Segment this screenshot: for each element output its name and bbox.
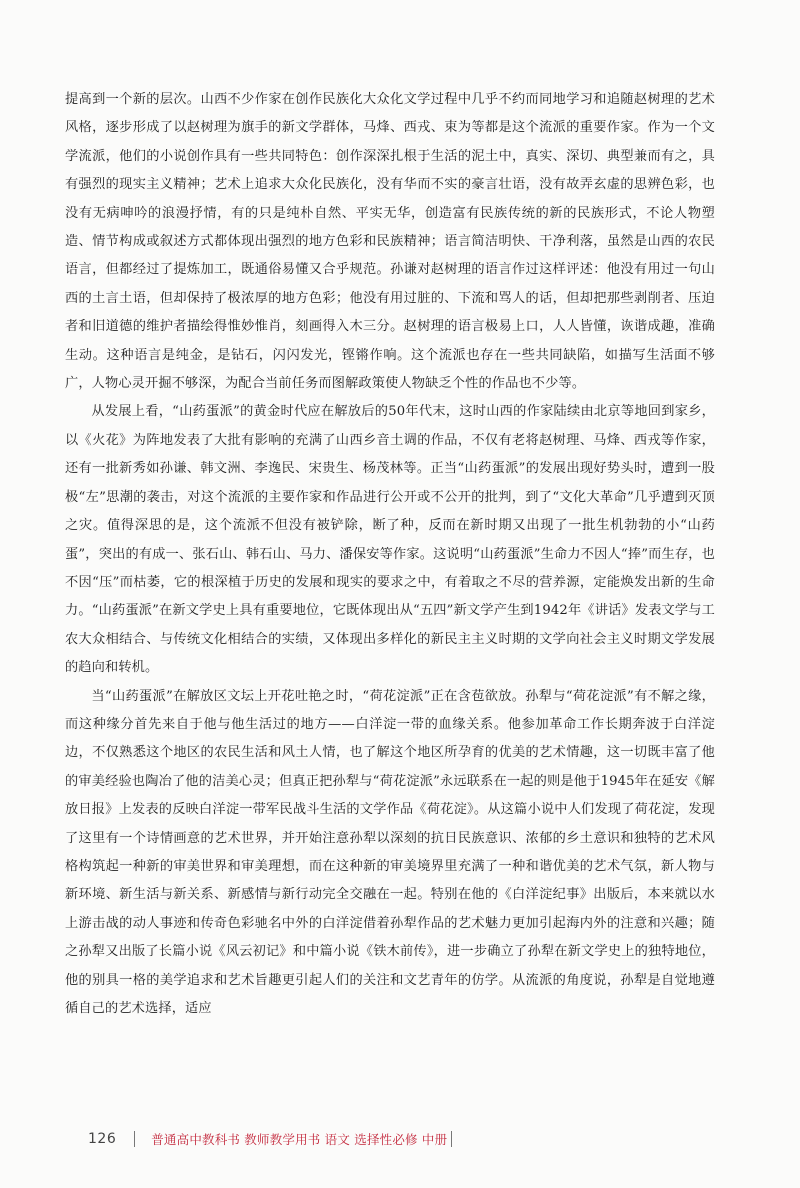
page-footer <box>88 1128 452 1150</box>
page-number: 126 <box>88 1131 117 1147</box>
paragraph-1: 提高到一个新的层次。山西不少作家在创作民族化大众化文学过程中几乎不约而同地学习和追随赵树理的艺术风格，逐步形成了以赵树理为旗手的新文学群体，马烽、西戎、束为等都是这个流派的重要作家。作为一个文学流派，他们的小说创作具有一些共同特色：创作深深扎根于生活的泥土中，真实、深切、典型兼而有之，具有强烈的现实主义精神；艺术上追求大众化民族化，没有华而不实的豪言壮语，没有故弄玄虚的思辨色彩，也没有无病呻吟的浪漫抒情，有的只是纯朴自然、平实无华，创造富有民族传统的新的民族形式，不论人物塑造、情节构成或叙述方式都体现出强烈的地方色彩和民族精神；语言简洁明快、干净利落，虽然是山西的农民语言，但都经过了提炼加工，既通俗易懂又合乎规范。孙谦对赵树理的语言作过这样评述：他没有用过一句山西的土言土语，但却保持了极浓厚的地方色彩；他没有用过脏的、下流和骂人的话，但却把那些剥削者、压迫者和旧道德的维护者描绘得惟妙惟肖，刻画得入木三分。赵树理的语言极易上口，人人皆懂，诙谐成趣，准确生动。这种语言是纯金，是钻石，闪闪发光，铿锵作响。这个流派也存在一些共同缺陷，如描写生活面不够广，人物心灵开掘不够深，为配合当前任务而图解政策使人物缺乏个性的作品也不少等。 <box>65 92 715 392</box>
paragraph-2: 从发展上看，“山药蛋派”的黄金时代应在解放后的50年代末，这时山西的作家陆续由北京等地回到家乡，以《火花》为阵地发表了大批有影响的充满了山西乡音土调的作品，不仅有老将赵树理、马烽、西戎等作家，还有一批新秀如孙谦、韩文洲、李逸民、宋贵生、杨茂林等。正当“山药蛋派”的发展出现好势头时，遭到一股极“左”思潮的袭击，对这个流派的主要作家和作品进行公开或不公开的批判，到了“文化大革命”几乎遭到灭顶之灾。值得深思的是，这个流派不但没有被铲除，断了种，反而在新时期又出现了一批生机勃勃的小“山药蛋”，突出的有成一、张石山、韩石山、马力、潘保安等作家。这说明“山药蛋派”生命力不因人“捧”而生存，也不因“压”而枯萎，它的根深植于历史的发展和现实的要求之中，有着取之不尽的营养源，定能焕发出新的生命力。“山药蛋派”在新文学史上具有重要地位，它既体现出从“五四”新文学产生到1942年《讲话》发表文学与工农大众相结合、与传统文化相结合的实绩，又体现出多样化的新民主主义时期的文学向社会主义时期文学发展的趋向和转机。 <box>65 404 715 676</box>
paragraph-3: 当“山药蛋派”在解放区文坛上开花吐艳之时，“荷花淀派”正在含苞欲放。孙犁与“荷花淀派”有不解之缘，而这种缘分首先来自于他与他生活过的地方——白洋淀一带的血缘关系。他参加革命工作长期奔波于白洋淀边，不仅熟悉这个地区的农民生活和风土人情，也了解这个地区所孕育的优美的艺术情趣，这一切既丰富了他的审美经验也陶冶了他的洁美心灵；但真正把孙犁与“荷花淀派”永远联系在一起的则是他于1945年在延安《解放日报》上发表的反映白洋淀一带军民战斗生活的文学作品《荷花淀》。从这篇小说中人们发现了荷花淀，发现了这里有一个诗情画意的艺术世界，并开始注意孙犁以深刻的抗日民族意识、浓郁的乡土意识和独特的艺术风格构筑起一种新的审美世界和审美理想，而在这种新的审美境界里充满了一种和谐优美的艺术气氛，新人物与新环境、新生活与新关系、新感情与新行动完全交融在一起。特别在他的《白洋淀纪事》出版后，本来就以水上游击战的动人事迹和传奇色彩驰名中外的白洋淀借着孙犁作品的艺术魅力更加引起海内外的注意和兴趣；随之孙犁又出版了长篇小说《风云初记》和中篇小说《铁木前传》，进一步确立了孙犁在新文学史上的独特地位，他的别具一格的美学追求和艺术旨趣更引起人们的关注和文艺青年的仿学。从流派的角度说，孙犁是自觉地遵循自己的艺术选择，适应 <box>65 688 715 1016</box>
book-title: 普通高中教科书 教师教学用书 语文 选择性必修 中册 <box>151 1132 448 1147</box>
body-text <box>65 86 715 1023</box>
footer-divider <box>134 1131 135 1147</box>
footer-end-divider <box>451 1131 452 1147</box>
